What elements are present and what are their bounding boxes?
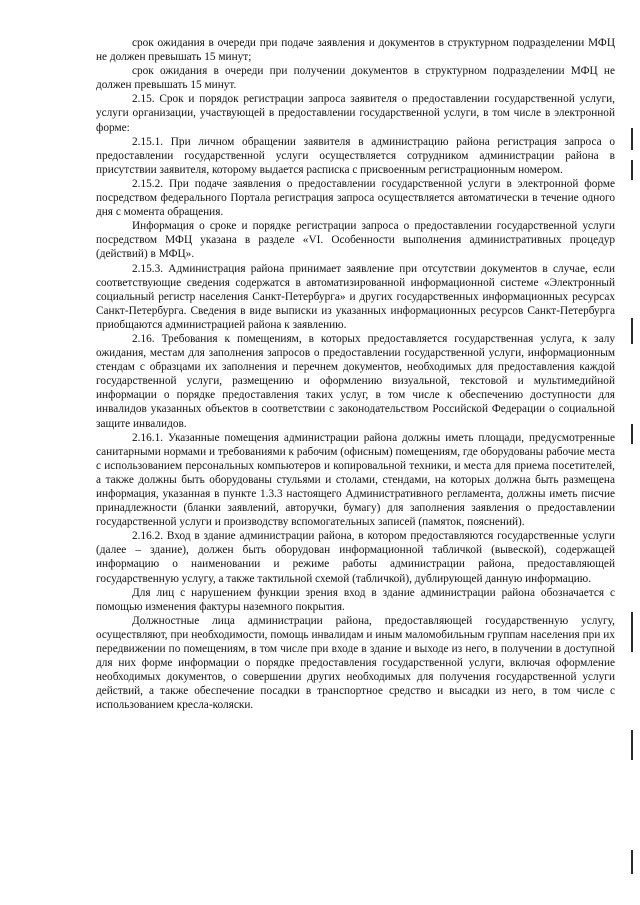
scan-edge-mark bbox=[631, 160, 633, 180]
paragraph: срок ожидания в очереди при получении документов в структурном подразделении МФЦ не должен превышать 15 минут. bbox=[96, 65, 615, 92]
scan-edge-mark bbox=[631, 128, 633, 150]
paragraph: 2.15.3. Администрация района принимает заявление при отсутствии документов в случае, если соответствующие сведения содержатся в автоматизированной информационной системе «Электронный социальный регистр населения Санкт-Петербурга» и других государственных информационных ресурсах Санкт-Петербурга. Сведения в виде выписки из указанных информационных ресурсов Санкт-Петербурга приобщаются администрацией района к заявлению. bbox=[96, 262, 615, 331]
paragraph: 2.15.1. При личном обращении заявителя в администрацию района регистрация запроса о предоставлении государственной услуги осуществляется сотрудником администрации района в присутствии заявителя, которому выдается расписка с присвоенным регистрационным номером. bbox=[96, 135, 615, 176]
paragraph: срок ожидания в очереди при подаче заявления и документов в структурном подразделении МФЦ не должен превышать 15 минут; bbox=[96, 37, 615, 64]
scan-edge-mark bbox=[631, 850, 633, 874]
paragraph: 2.16.2. Вход в здание администрации района, в котором предоставляются государственные услуги (далее – здание), должен быть оборудован информационной табличкой (вывеской), содержащей информацию о наименовании и режиме работы администрации района, предоставляющей государственную услугу, а также тактильной схемой (табличкой), дублирующей данную информацию. bbox=[96, 530, 615, 585]
paragraph: Для лиц с нарушением функции зрения вход в здание администрации района обозначается с помощью изменения фактуры наземного покрытия. bbox=[96, 586, 615, 613]
paragraph: Информация о сроке и порядке регистрации запроса о предоставлении государственной услуги посредством МФЦ указана в разделе «VI. Особенности выполнения административных процедур (действий) в МФЦ». bbox=[96, 220, 615, 261]
scan-edge-mark bbox=[631, 424, 633, 444]
paragraph: Должностные лица администрации района, предоставляющей государственную услугу, осуществляют, при необходимости, помощь инвалидам и иным маломобильным группам населения при их передвижении по помещениям, в том числе при входе в здание и выходе из него, в получении в доступной для них форме информации о порядке предоставления государственной услуги, включая оформление необходимых документов, о совершении других необходимых для получения государственной услуги действий, а также обеспечение посадки в транспортное средство и высадки из него, в том числе с использованием кресла-коляски. bbox=[96, 614, 615, 712]
document-page bbox=[96, 36, 615, 713]
paragraph: 2.15. Срок и порядок регистрации запроса заявителя о предоставлении государственной услуги, услуги организации, участвующей в предоставлении государственной услуги, в том числе в электронной форме: bbox=[96, 93, 615, 134]
paragraph: 2.16. Требования к помещениям, в которых предоставляется государственная услуга, к залу ожидания, местам для заполнения запросов о предоставлении государственной услуги, информационным стендам с образцами их заполнения и перечнем документов, необходимых для предоставления каждой государственной услуги, размещению и оформлению визуальной, текстовой и мультимедийной информации о порядке предоставления таких услуг, в том числе к обеспечению доступности для инвалидов указанных объектов в соответствии с законодательством Российской Федерации о социальной защите инвалидов. bbox=[96, 332, 615, 430]
scan-edge-mark bbox=[631, 730, 633, 760]
paragraph: 2.16.1. Указанные помещения администрации района должны иметь площади, предусмотренные санитарными нормами и требованиями к рабочим (офисным) помещениям, где оборудованы рабочие места с использованием персональных компьютеров и копировальной техники, и места для приема посетителей, а также должны быть оборудованы стульями и столами, стендами, на которых должна быть размещена информация, указанная в пункте 1.3.3 настоящего Административного регламента, должны иметь писчие принадлежности (бланки заявлений, авторучки, бумагу) для заполнения заявления о предоставлении государственной услуги и производству вспомогательных записей (памяток, пояснений). bbox=[96, 431, 615, 529]
scan-edge-mark bbox=[631, 612, 633, 652]
paragraph: 2.15.2. При подаче заявления о предоставлении государственной услуги в электронной форме посредством федерального Портала регистрация запроса осуществляется автоматически в течение одного дня с момента обращения. bbox=[96, 177, 615, 219]
scan-edge-mark bbox=[631, 318, 633, 344]
